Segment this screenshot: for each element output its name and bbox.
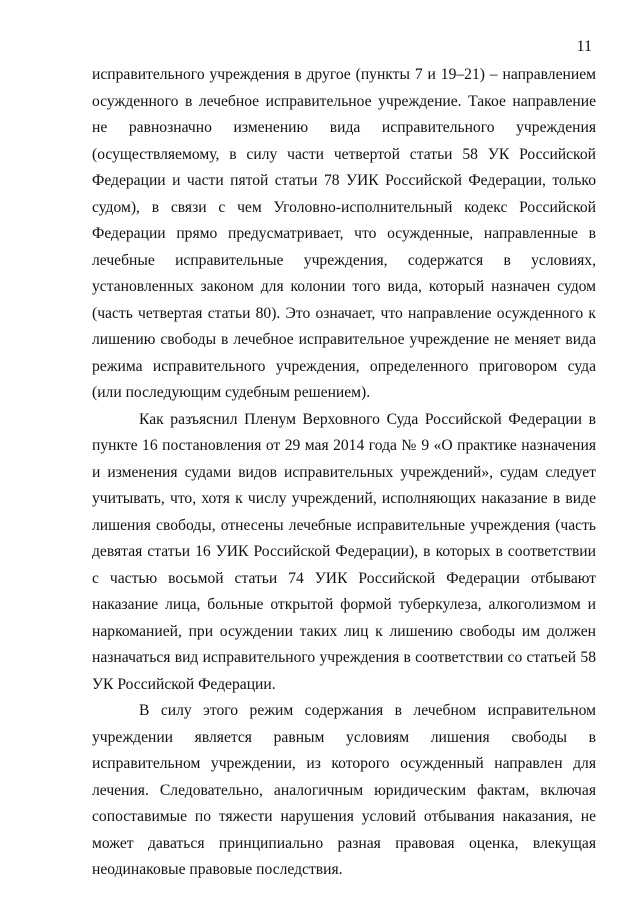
paragraph [92,407,596,699]
text-line: не равнозначно изменению вида исправительного учреждения [92,119,596,136]
text-line: Как разъяснил Пленум Верховного Суда Российской Федерации в [139,410,596,428]
text-line: сопоставимые по тяжести нарушения условий отбывания наказания, не [92,808,596,825]
text-line: наркоманией, при осуждении таких лиц к лишению свободы им должен [92,622,596,640]
text-line: (или последующим судебным решением). [92,384,371,401]
text-line: исправительном учреждении, из которого осужденный направлен для [92,755,596,772]
text-line: судом), в связи с чем Уголовно-исполнительный кодекс Российской [92,198,596,216]
text-line: исправительного учреждения в другое (пункты 7 и 19–21) – направлением [92,66,596,83]
text-line: УК Российской Федерации. [92,675,276,693]
text-line: наказание лица, больные открытой формой туберкулеза, алкоголизмом и [92,596,596,613]
text-line: учитывать, что, хотя к числу учреждений, исполняющих наказание в виде [92,490,596,507]
text-line: установленных законом для колонии того вида, который назначен судом [92,278,596,295]
text-line: может даваться принципиально разная правовая оценка, влекущая [92,834,596,852]
text-line: Федерации и части пятой статьи 78 УИК Российской Федерации, только [92,172,596,189]
text-line: осужденного в лечебное исправительное учреждение. Такое направление [92,92,596,110]
text-line: В силу этого режим содержания в лечебном исправительном [139,702,596,719]
text-line: режима исправительного учреждения, определенного приговором суда [92,357,596,375]
paragraph [92,62,596,407]
text-line: девятая статьи 16 УИК Российской Федерации), в которых в соответствии [92,543,596,560]
text-line: лишения свободы, отнесены лечебные исправительные учреждения (часть [92,516,596,534]
text-line: неодинаковые правовые последствия. [92,861,343,878]
document-body [92,62,596,884]
text-line: (часть четвертая статьи 80). Это означает, что направление осужденного к [92,304,596,322]
text-line: и изменения судами видов исправительных учреждений», судам следует [92,463,596,481]
text-line: пункте 16 постановления от 29 мая 2014 года № 9 «О практике назначения [92,437,596,454]
text-line: лишению свободы в лечебное исправительное учреждение не меняет вида [92,331,596,348]
text-line: с частью восьмой статьи 74 УИК Российской Федерации отбывают [92,569,596,587]
text-line: лечения. Следовательно, аналогичным юридическим фактам, включая [92,781,596,799]
page-number: 11 [576,38,592,55]
text-line: лечебные исправительные учреждения, содержатся в условиях, [92,251,596,269]
paragraph [92,698,596,884]
text-line: назначаться вид исправительного учреждения в соответствии со статьей 58 [92,649,596,666]
text-line: (осуществляемому, в силу части четвертой статьи 58 УК Российской [92,145,596,163]
text-line: Федерации прямо предусматривает, что осужденные, направленные в [92,225,596,242]
text-line: учреждении является равным условиям лишения свободы в [92,728,596,746]
